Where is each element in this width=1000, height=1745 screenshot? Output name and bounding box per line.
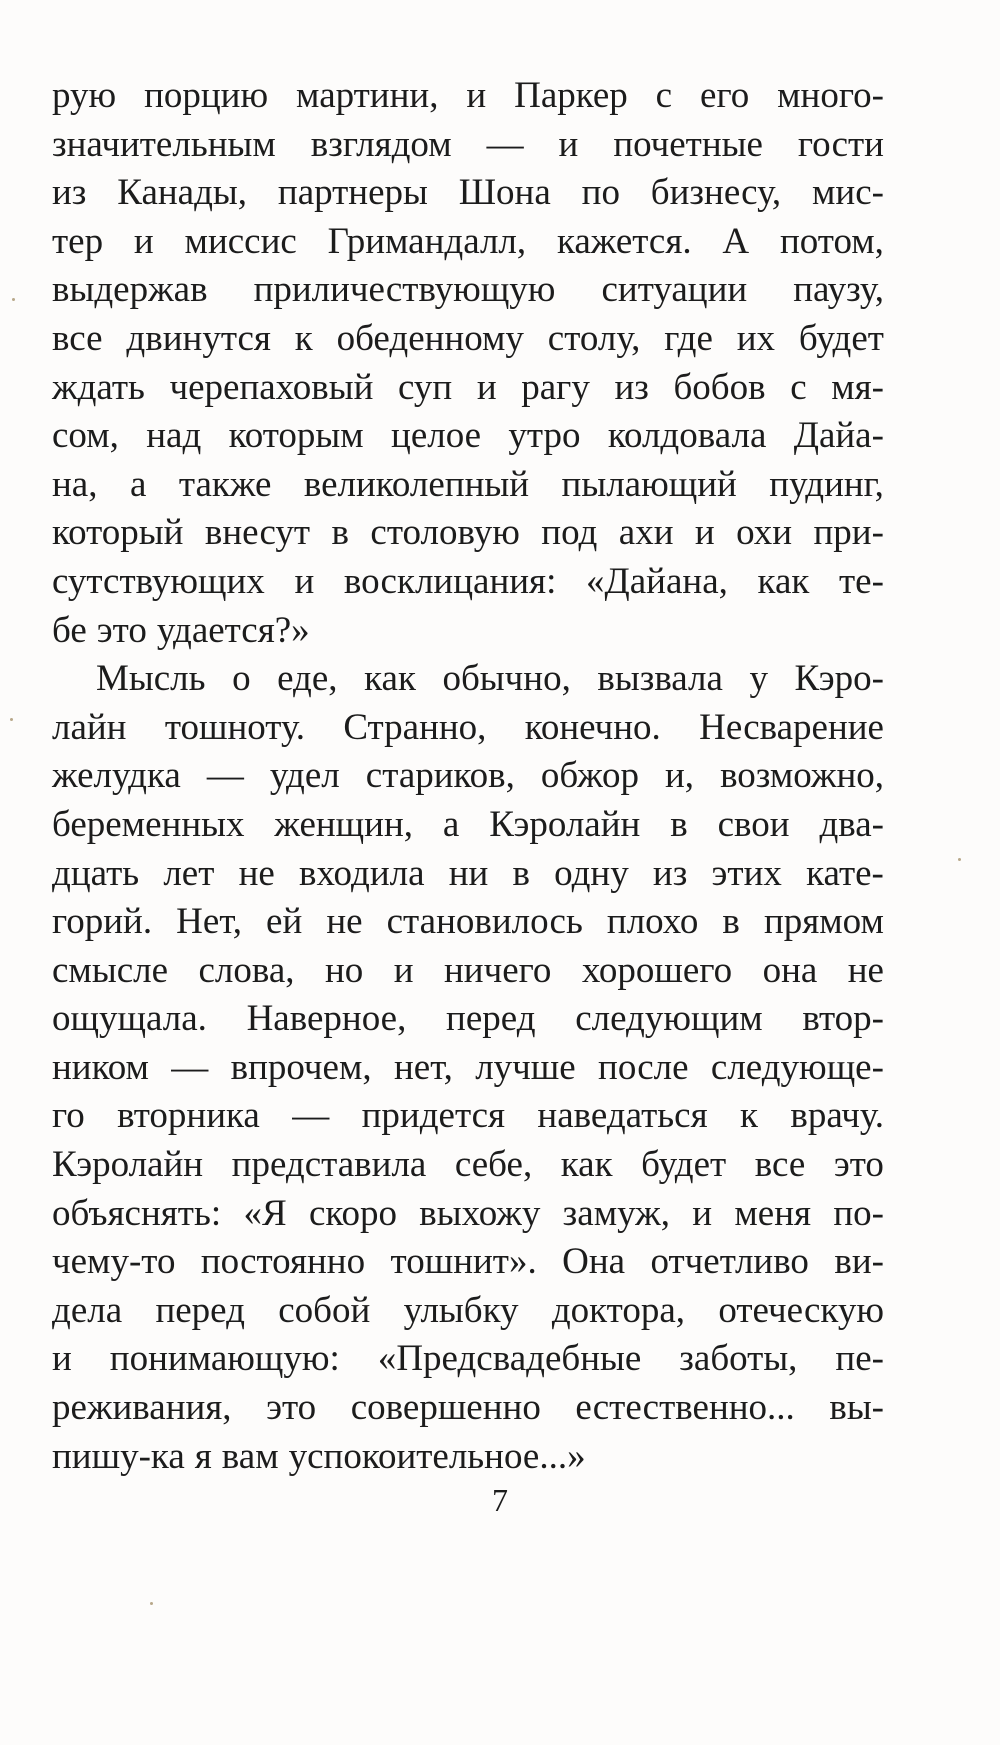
word: следующе-: [710, 1046, 884, 1088]
text-line: [52, 218, 884, 267]
word: Кэролайн: [52, 1144, 204, 1186]
word: пудинг,: [769, 463, 884, 505]
word: Кэро-: [794, 658, 884, 700]
word: пишу-ка: [52, 1435, 185, 1477]
paper-speck: [10, 718, 13, 721]
word: при-: [813, 512, 884, 554]
word: становилось: [386, 901, 583, 943]
word: его: [700, 75, 750, 116]
word: после: [598, 1046, 689, 1088]
word: на,: [52, 463, 98, 505]
word: следующим: [575, 998, 763, 1040]
word: Гримандалл,: [327, 220, 527, 262]
word: в: [670, 803, 688, 845]
word: еде,: [277, 658, 338, 700]
word: также: [178, 463, 272, 505]
word: понимающую:: [109, 1338, 340, 1380]
word: бобов: [673, 366, 766, 408]
text-line: [52, 850, 884, 899]
word: два-: [819, 803, 884, 845]
word: заботы,: [679, 1338, 798, 1380]
word: Дайа-: [793, 415, 884, 457]
word: выдержав: [52, 269, 208, 311]
text-line: [52, 607, 884, 656]
word: кажется.: [556, 220, 692, 262]
word: и: [692, 1192, 713, 1234]
word: колдовала: [607, 415, 767, 457]
text-line: [52, 461, 884, 510]
word: партнеры: [277, 172, 428, 214]
word: мартини,: [296, 75, 439, 116]
word: совершенно: [350, 1387, 541, 1429]
word: входила: [299, 852, 425, 894]
word: этих: [711, 852, 782, 894]
word: утро: [508, 415, 581, 457]
word: и: [52, 1338, 72, 1380]
word: Паркер: [514, 75, 628, 116]
word: Она: [562, 1241, 626, 1283]
word: по-: [833, 1192, 884, 1234]
word: которым: [228, 415, 364, 457]
word: а: [442, 803, 460, 845]
word: это: [833, 1144, 884, 1186]
word: Кэролайн: [489, 803, 641, 845]
word: порцию: [144, 75, 269, 116]
word: ей: [266, 901, 303, 943]
text-line: [52, 1092, 884, 1141]
text-line: [52, 1335, 884, 1384]
word: ни: [448, 852, 489, 894]
word: перед: [446, 998, 536, 1040]
word: бизнесу,: [650, 172, 782, 214]
word: смысле: [52, 949, 169, 991]
word: горий.: [52, 901, 153, 943]
word: «Я: [243, 1192, 287, 1234]
word: как: [364, 658, 416, 700]
text-line: [52, 1141, 884, 1190]
word: но: [324, 949, 364, 991]
word: вторника: [117, 1095, 260, 1137]
word: улыбку: [403, 1289, 519, 1331]
word: объяснять:: [52, 1192, 222, 1234]
word: сом,: [52, 415, 119, 457]
word: а: [129, 463, 147, 505]
word: возможно,: [720, 755, 884, 797]
word: мис-: [812, 172, 884, 214]
word: бе: [52, 609, 87, 651]
word: который: [52, 512, 184, 554]
word: как: [757, 560, 810, 602]
word: «Предсвадебные: [377, 1338, 642, 1380]
word: ником: [52, 1046, 149, 1088]
word: тошнит».: [390, 1241, 537, 1283]
word: Наверное,: [246, 998, 407, 1040]
word: восклицания:: [343, 560, 557, 602]
word: Мысль: [96, 658, 206, 700]
word: все: [52, 317, 103, 359]
word: и: [466, 75, 487, 116]
word: из: [652, 852, 688, 894]
word: пе-: [835, 1338, 884, 1380]
word: пылающий: [561, 463, 737, 505]
word: естественно...: [575, 1387, 795, 1429]
word: кате-: [806, 852, 884, 894]
word: в: [722, 901, 740, 943]
word: с: [655, 75, 673, 116]
paper-speck: [12, 298, 15, 301]
word: их: [736, 317, 776, 359]
word: удается?»: [156, 609, 310, 651]
word: и,: [664, 755, 695, 797]
word: представила: [231, 1144, 427, 1186]
word: где: [664, 317, 713, 359]
paper-speck: [958, 858, 961, 861]
word: под: [541, 512, 598, 554]
word: рагу: [521, 366, 590, 408]
word: лайн: [52, 706, 127, 748]
word: втор-: [802, 998, 884, 1040]
word: суп: [398, 366, 453, 408]
word: это: [266, 1387, 317, 1429]
word: «Дайана,: [586, 560, 728, 602]
word: свои: [717, 803, 790, 845]
word: те-: [839, 560, 884, 602]
word: беременных: [52, 803, 245, 845]
text-line: [52, 169, 884, 218]
word: хорошего: [581, 949, 733, 991]
word: много-: [777, 75, 884, 116]
word: дцать: [52, 852, 140, 894]
word: будет: [641, 1144, 727, 1186]
text-line: [52, 1384, 884, 1433]
word: значительным: [52, 123, 276, 165]
word: Странно,: [343, 706, 487, 748]
text-line: [52, 558, 884, 607]
word: и: [694, 512, 715, 554]
word: и: [393, 949, 414, 991]
text-line: [52, 412, 884, 461]
word: придется: [361, 1095, 506, 1137]
word: вы-: [829, 1387, 884, 1429]
word: ви-: [834, 1241, 884, 1283]
word: мя-: [831, 366, 884, 408]
word: тер: [52, 220, 104, 262]
paper-speck: [150, 1602, 153, 1605]
word: врачу.: [790, 1095, 884, 1137]
word: ждать: [52, 366, 145, 408]
word: не: [238, 852, 275, 894]
word: прямом: [763, 901, 884, 943]
body-text: [52, 72, 884, 1481]
text-line: [52, 509, 884, 558]
word: постоянно: [200, 1241, 366, 1283]
word: внесут: [204, 512, 311, 554]
word: чему-то: [52, 1241, 176, 1283]
text-line: [52, 1238, 884, 1287]
word: она: [762, 949, 818, 991]
word: —: [171, 1046, 209, 1088]
word: лучше: [475, 1046, 576, 1088]
text-line: [52, 801, 884, 850]
word: я: [194, 1435, 212, 1477]
word: и: [476, 366, 497, 408]
word: как: [560, 1144, 613, 1186]
word: двинутся: [126, 317, 271, 359]
word: почетные: [613, 123, 763, 165]
word: меня: [734, 1192, 812, 1234]
word: гости: [797, 123, 884, 165]
text-line: [52, 121, 884, 170]
word: великолепный: [303, 463, 530, 505]
word: конечно.: [524, 706, 661, 748]
word: плохо: [606, 901, 699, 943]
text-line: [52, 1287, 884, 1336]
word: над: [146, 415, 202, 457]
text-line: [52, 266, 884, 315]
word: ничего: [444, 949, 552, 991]
text-line: [52, 1044, 884, 1093]
word: стариков,: [365, 755, 515, 797]
word: у: [749, 658, 768, 700]
text-line: [52, 947, 884, 996]
word: паузу,: [793, 269, 884, 311]
word: потом,: [779, 220, 884, 262]
word: желудка: [52, 755, 181, 797]
word: вызвала: [597, 658, 723, 700]
word: и: [133, 220, 154, 262]
word: не: [326, 901, 363, 943]
word: впрочем,: [230, 1046, 372, 1088]
word: А: [722, 220, 750, 262]
word: взглядом: [310, 123, 452, 165]
word: одну: [554, 852, 629, 894]
word: все: [754, 1144, 806, 1186]
word: лет: [163, 852, 215, 894]
word: реживания,: [52, 1387, 232, 1429]
text-line: [52, 315, 884, 364]
word: нет,: [393, 1046, 453, 1088]
word: —: [486, 123, 524, 165]
word: собой: [278, 1289, 371, 1331]
word: будет: [798, 317, 884, 359]
word: охи: [736, 512, 793, 554]
word: отеческую: [718, 1289, 884, 1331]
word: из: [614, 366, 649, 408]
word: обжор: [540, 755, 639, 797]
text-line: [52, 1433, 884, 1482]
word: наведаться: [537, 1095, 708, 1137]
word: по: [581, 172, 620, 214]
page-number: 7: [492, 1482, 508, 1518]
word: Канады,: [117, 172, 248, 214]
word: это: [96, 609, 147, 651]
word: Шона: [458, 172, 551, 214]
text-line: [52, 72, 884, 121]
word: себе,: [454, 1144, 533, 1186]
word: слова,: [198, 949, 295, 991]
word: черепаховый: [169, 366, 374, 408]
text-line: [52, 364, 884, 413]
text-line: [52, 995, 884, 1044]
word: перед: [155, 1289, 245, 1331]
word: из: [52, 172, 87, 214]
word: —: [292, 1095, 330, 1137]
word: с: [790, 366, 807, 408]
word: к: [740, 1095, 758, 1137]
word: о: [232, 658, 251, 700]
word: приличествующую: [253, 269, 556, 311]
word: скоро: [308, 1192, 397, 1234]
word: дела: [52, 1289, 123, 1331]
word: обеденному: [336, 317, 524, 359]
text-line: [52, 704, 884, 753]
word: удел: [269, 755, 340, 797]
text-line: [52, 752, 884, 801]
word: и: [558, 123, 579, 165]
word: столу,: [547, 317, 641, 359]
word: миссис: [184, 220, 297, 262]
word: в: [512, 852, 530, 894]
word: —: [206, 755, 244, 797]
text-line: [52, 655, 884, 704]
word: Несварение: [699, 706, 884, 748]
word: замуж,: [562, 1192, 670, 1234]
word: обычно,: [442, 658, 571, 700]
word: рую: [52, 75, 117, 116]
text-line: [52, 898, 884, 947]
word: ахи: [618, 512, 674, 554]
word: столовую: [370, 512, 520, 554]
word: целое: [391, 415, 482, 457]
word: и: [294, 560, 315, 602]
word: женщин,: [274, 803, 414, 845]
word: не: [847, 949, 884, 991]
text-line: [52, 1190, 884, 1239]
word: выхожу: [419, 1192, 541, 1234]
word: го: [52, 1095, 85, 1137]
word: Нет,: [176, 901, 242, 943]
word: отчетливо: [650, 1241, 809, 1283]
word: сутствующих: [52, 560, 265, 602]
word: вам: [221, 1435, 279, 1477]
word: в: [331, 512, 349, 554]
word: тошноту.: [164, 706, 306, 748]
word: успокоительное...»: [288, 1435, 586, 1477]
word: ощущала.: [52, 998, 207, 1040]
word: к: [294, 317, 313, 359]
word: доктора,: [551, 1289, 686, 1331]
word: ситуации: [601, 269, 748, 311]
